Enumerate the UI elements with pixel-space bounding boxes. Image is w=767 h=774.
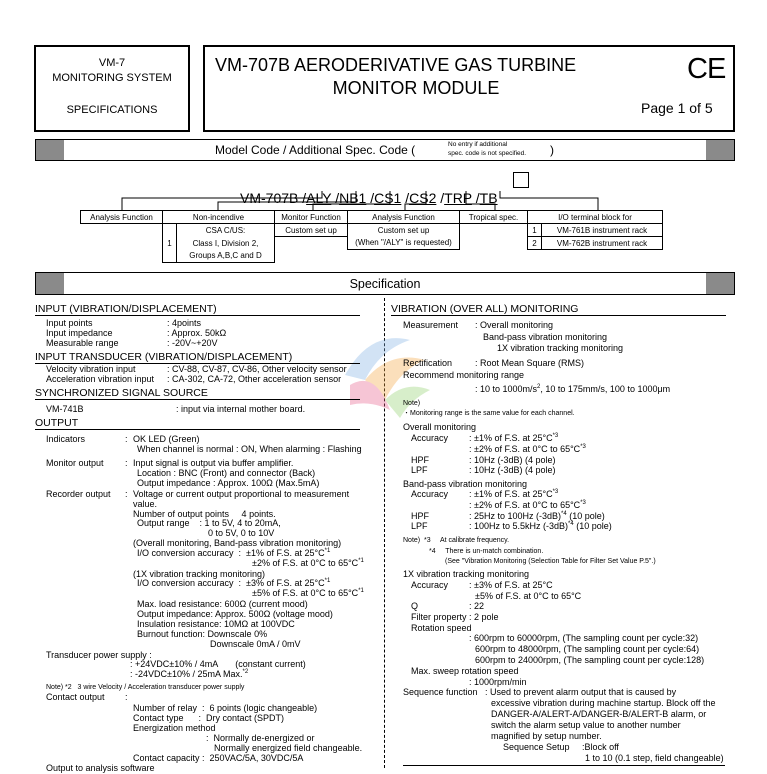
power-minus <box>130 669 248 680</box>
bandpass-hpf-label: HPF <box>411 511 429 521</box>
model-part-tb: TB <box>479 190 498 206</box>
rectification-value: : Root Mean Square (RMS) <box>475 358 585 368</box>
bandpass-lpf-label: LPF <box>411 521 428 531</box>
doc-title-line-2: MONITOR MODULE <box>332 78 500 98</box>
io-terminal-cell: I/O terminal block for <box>528 211 663 224</box>
power-plus: : +24VDC±10% / 4mA (constant current) <box>130 659 306 669</box>
indicators-label: Indicators <box>46 434 86 444</box>
footnote-marker: *4 <box>561 511 567 517</box>
colon: : <box>125 489 128 499</box>
rectification-label: Rectification <box>403 358 453 368</box>
note-see-table: (See "Vibration Monitoring (Selection Table for Filter Set Value P.5".) <box>445 558 656 565</box>
colon: : <box>125 458 128 468</box>
footnote-marker: *3 <box>580 500 586 506</box>
model-part-trp: TRP <box>444 190 472 206</box>
custom-setup-cell: Custom set up <box>275 224 348 237</box>
bottom-partial-rule <box>403 765 725 766</box>
vibration-monitoring-heading: VIBRATION (OVER ALL) MONITORING <box>391 303 726 316</box>
bandpass-monitoring-label: Band-pass vibration monitoring <box>403 479 528 489</box>
overall-lpf-label: LPF <box>411 465 428 475</box>
overall-bandpass-note: (Overall monitoring, Band-pass vibration monitoring) <box>133 538 342 548</box>
io-accuracy-1b-text: ±2% of F.S. at 0°C to 65°C <box>252 558 359 568</box>
sequence-desc-3: DANGER-A/ALERT-A/DANGER-B/ALERT-B alarm, or <box>491 709 707 719</box>
rotation-speed-label: Rotation speed <box>411 623 472 633</box>
overall-accuracy-2 <box>469 444 586 455</box>
bandpass-accuracy-2 <box>469 500 586 511</box>
overall-accuracy-1-text: : ±1% of F.S. at 25°C <box>469 433 553 443</box>
overall-hpf-label: HPF <box>411 455 429 465</box>
model-code-table <box>80 210 663 263</box>
footnote-marker: *3 <box>552 489 559 495</box>
velocity-input-value: : CV-88, CV-87, CV-86, Other velocity sensor <box>167 364 347 374</box>
superscript-2: 2 <box>537 384 541 390</box>
csa-num: 1 <box>163 237 177 250</box>
footnote-marker: *4 <box>568 521 574 527</box>
footnote-marker: *1 <box>358 588 364 594</box>
overall-accuracy-2-text: : ±2% of F.S. at 0°C to 65°C <box>469 444 581 454</box>
output-range: Output range : 1 to 5V, 4 to 20mA, <box>137 518 281 528</box>
monitor-output-location: Location : BNC (Front) and connector (Back) <box>137 468 316 478</box>
tracking-accuracy-1: : ±3% of F.S. at 25°C <box>469 580 553 590</box>
contact-type: Contact type : Dry contact (SPDT) <box>133 713 285 723</box>
model-part: / <box>401 190 410 206</box>
footnote-marker: *3 <box>580 444 586 450</box>
insulation-resistance: Insulation resistance: 10MΩ at 100VDC <box>137 619 295 629</box>
measurement-bandpass: Band-pass vibration monitoring <box>483 332 608 342</box>
overall-accuracy-label: Accuracy <box>411 433 449 443</box>
rotation-speed-2: 600rpm to 48000rpm, (The sampling count per cycle:64) <box>475 644 700 654</box>
note-3: Note) *3 At calibrate frequency. <box>403 537 510 544</box>
analysis-function-cell: Analysis Function <box>81 211 163 224</box>
specification-title: Specification <box>349 277 421 291</box>
model-part-nb1: NB1 <box>339 190 367 206</box>
monitor-function-cell: Monitor Function <box>275 211 348 224</box>
recorder-output-desc: Voltage or current output proportional to measurement <box>133 489 350 499</box>
recorder-output-desc-2: value. <box>133 499 158 509</box>
max-load-resistance: Max. load resistance: 600Ω (current mood) <box>137 599 308 609</box>
output-impedance: Output impedance: Approx. 500Ω (voltage mood) <box>137 609 333 619</box>
led-behavior: When channel is normal : ON, When alarming : Flashing <box>137 444 362 454</box>
bandpass-accuracy-1-text: : ±1% of F.S. at 25°C <box>469 489 553 499</box>
system-line-3: SPECIFICATIONS <box>66 104 158 116</box>
analysis-software-output: Output to analysis software <box>46 763 155 773</box>
recommend-range-value <box>475 384 670 395</box>
model-part: / <box>471 190 480 206</box>
contact-output-label: Contact output <box>46 692 105 702</box>
io-accuracy-2b-text: ±5% of F.S. at 0°C to 65°C <box>252 588 359 598</box>
overall-monitoring-label: Overall monitoring <box>403 422 477 432</box>
energization-method: Energization method <box>133 723 216 733</box>
sequence-desc-2: excessive vibration during machine startup. Block off the <box>491 698 716 708</box>
non-incendive-cell: Non-incendive <box>163 211 275 224</box>
measurement-overall: : Overall monitoring <box>475 320 554 330</box>
power-minus-text: : -24VDC±10% / 25mA Max. <box>130 669 243 679</box>
input-heading: INPUT (VIBRATION/DISPLACEMENT) <box>35 303 360 316</box>
aly-requested-cell: (When "/ALY" is requested) <box>348 237 460 250</box>
model-part-cs2: CS2 <box>409 190 437 206</box>
measurable-range-value: : -20V~+20V <box>167 338 218 348</box>
input-impedance-value: : Approx. 50kΩ <box>167 328 227 338</box>
monitor-output-desc: Input signal is output via buffer amplifier. <box>133 458 294 468</box>
bandpass-lpf-value <box>469 521 612 532</box>
output-heading: OUTPUT <box>35 417 360 430</box>
accel-input-value: : CA-302, CA-72, Other acceleration sensor <box>167 374 342 384</box>
model-code-note-1: No entry if additional <box>448 141 508 148</box>
monitor-output-impedance: Output impedance : Approx. 100Ω (Max.5mA) <box>137 478 320 488</box>
q-label: Q <box>411 601 419 611</box>
energization-2: Normally energized field changeable. <box>214 743 363 753</box>
measurement-tracking: 1X vibration tracking monitoring <box>497 343 624 353</box>
io-accuracy-2b <box>252 588 364 599</box>
rack-762b: VM-762B instrument rack <box>542 237 663 250</box>
burnout-function: Burnout function: Downscale 0% <box>137 629 268 639</box>
range-value-b: , 10 to 175mm/s, 100 to 1000μm <box>540 384 671 394</box>
footnote-marker: *1 <box>324 548 331 554</box>
model-part-aly: ALY <box>306 190 332 206</box>
model-code-close: ) <box>550 143 554 157</box>
note-4: *4 There is un-match combination. <box>429 548 544 555</box>
sequence-desc-5: magnified by setup number. <box>491 731 602 741</box>
page-number: Page 1 of 5 <box>641 100 713 116</box>
rotation-speed-1: : 600rpm to 60000rpm, (The sampling count per cycle:32) <box>469 633 699 643</box>
doc-title-line-1: VM-707B AERODERIVATIVE GAS TURBINE <box>215 55 577 75</box>
system-line-1: VM-7 <box>98 57 126 69</box>
energization-1: : Normally de-energized or <box>206 733 315 743</box>
model-part: / <box>331 190 340 206</box>
bandpass-accuracy-1 <box>469 489 558 500</box>
contact-capacity: Contact capacity : 250VAC/5A, 30VDC/5A <box>133 753 304 763</box>
io-accuracy-2 <box>137 578 330 589</box>
input-impedance-label: Input impedance <box>46 328 113 338</box>
transducer-power-label: Transducer power supply : <box>46 650 152 660</box>
measurement-label: Measurement <box>403 320 459 330</box>
vm741b-label: VM-741B <box>46 404 84 414</box>
note-label: Note) <box>403 400 421 407</box>
ok-led: OK LED (Green) <box>133 434 200 444</box>
rack-761b: VM-761B instrument rack <box>542 224 663 237</box>
tracking-monitoring-label: 1X vibration tracking monitoring <box>403 569 530 579</box>
accel-input-label: Acceleration vibration input <box>46 374 155 384</box>
bandpass-accuracy-label: Accuracy <box>411 489 449 499</box>
tropical-spec-cell: Tropical spec. <box>460 211 528 224</box>
relay-count: Number of relay : 6 points (logic changeable) <box>133 703 318 713</box>
sync-signal-heading: SYNCHRONIZED SIGNAL SOURCE <box>35 387 360 400</box>
footnote-marker: *1 <box>324 578 331 584</box>
recorder-output-label: Recorder output <box>46 489 111 499</box>
burnout-function-2: Downscale 0mA / 0mV <box>210 639 301 649</box>
model-code-label: Model Code / Additional Spec. Code ( <box>215 143 416 157</box>
ce-mark: CE <box>687 53 726 85</box>
footnote-marker: *3 <box>552 433 559 439</box>
overall-lpf-value: : 10Hz (-3dB) (4 pole) <box>469 465 556 475</box>
rotation-speed-3: 600rpm to 24000rpm, (The sampling count per cycle:128) <box>475 655 705 665</box>
sequence-desc-1: : Used to prevent alarm output that is caused by <box>485 687 677 697</box>
bandpass-hpf-text: : 25Hz to 100Hz (-3dB) <box>469 511 562 521</box>
io-accuracy-1 <box>137 548 330 559</box>
bandpass-hpf-value <box>469 511 605 522</box>
input-points-value: : 4points <box>167 318 202 328</box>
filter-property-value: : 2 pole <box>469 612 499 622</box>
io-accuracy-1-text: I/O conversion accuracy : ±1% of F.S. at 25°C <box>137 548 325 558</box>
bandpass-lpf-text: : 100Hz to 5.5kHz (-3dB) <box>469 521 569 531</box>
measurable-range-label: Measurable range <box>46 338 119 348</box>
model-part: / <box>366 190 375 206</box>
model-part-cs1: CS1 <box>374 190 402 206</box>
colon: : <box>125 692 128 702</box>
rack-num-1: 1 <box>528 224 542 237</box>
output-range-2: 0 to 5V, 0 to 10V <box>208 528 275 538</box>
colon: : <box>125 434 128 444</box>
io-accuracy-2-text: I/O conversion accuracy : ±3% of F.S. at 25°C <box>137 578 325 588</box>
overall-accuracy-1 <box>469 433 558 444</box>
input-points-label: Input points <box>46 318 93 328</box>
sequence-setup: Sequence Setup :Block off <box>503 742 619 752</box>
model-part: / <box>436 190 445 206</box>
monitor-output-label: Monitor output <box>46 458 104 468</box>
footnote-marker: *2 <box>242 669 249 675</box>
tracking-accuracy-2: ±5% of F.S. at 0°C to 65°C <box>475 591 582 601</box>
sequence-desc-4: switch the alarm setup value to another number <box>491 720 681 730</box>
range-note: ・Monitoring range is the same value for each channel. <box>403 410 575 417</box>
overall-hpf-value: : 10Hz (-3dB) (4 pole) <box>469 455 556 465</box>
analysis-function-2-cell: Analysis Function <box>348 211 460 224</box>
bandpass-accuracy-2-text: : ±2% of F.S. at 0°C to 65°C <box>469 500 581 510</box>
footnote-marker: *1 <box>358 558 364 564</box>
vm741b-value: : input via internal mother board. <box>176 404 306 414</box>
input-transducer-heading: INPUT TRANSDUCER (VIBRATION/DISPLACEMENT) <box>35 351 360 364</box>
tracking-note: (1X vibration tracking monitoring) <box>133 569 266 579</box>
bandpass-hpf-pole: (10 pole) <box>566 511 605 521</box>
q-value: : 22 <box>469 601 485 611</box>
class-division-cell: Class I, Division 2, <box>177 237 275 250</box>
range-value-a: : 10 to 1000m/s <box>475 384 538 394</box>
tracking-accuracy-label: Accuracy <box>411 580 449 590</box>
custom-setup-2-cell: Custom set up <box>348 224 460 237</box>
sequence-function-label: Sequence function <box>403 687 478 697</box>
sequence-setup-range: 1 to 10 (0.1 step, field changeable) <box>585 753 724 763</box>
csa-cell: CSA C/US: <box>177 224 275 237</box>
recommend-range-label: Recommend monitoring range <box>403 370 525 380</box>
system-line-2: MONITORING SYSTEM <box>52 72 172 84</box>
model-part: VM-707B / <box>240 190 307 206</box>
max-sweep-value: : 1000rpm/min <box>469 677 527 687</box>
note-2: Note) *2 3 wire Velocity / Acceleration transducer power supply <box>46 684 245 691</box>
model-code-note-2: spec. code is not specified. <box>448 150 527 157</box>
groups-cell: Groups A,B,C and D <box>177 250 275 263</box>
filter-property-label: Filter property <box>411 612 467 622</box>
io-accuracy-1b <box>252 558 364 569</box>
output-points: Number of output points 4 points. <box>133 509 276 519</box>
max-sweep-label: Max. sweep rotation speed <box>411 666 519 676</box>
velocity-input-label: Velocity vibration input <box>46 364 136 374</box>
bandpass-lpf-pole: (10 pole) <box>573 521 612 531</box>
rack-num-2: 2 <box>528 237 542 250</box>
